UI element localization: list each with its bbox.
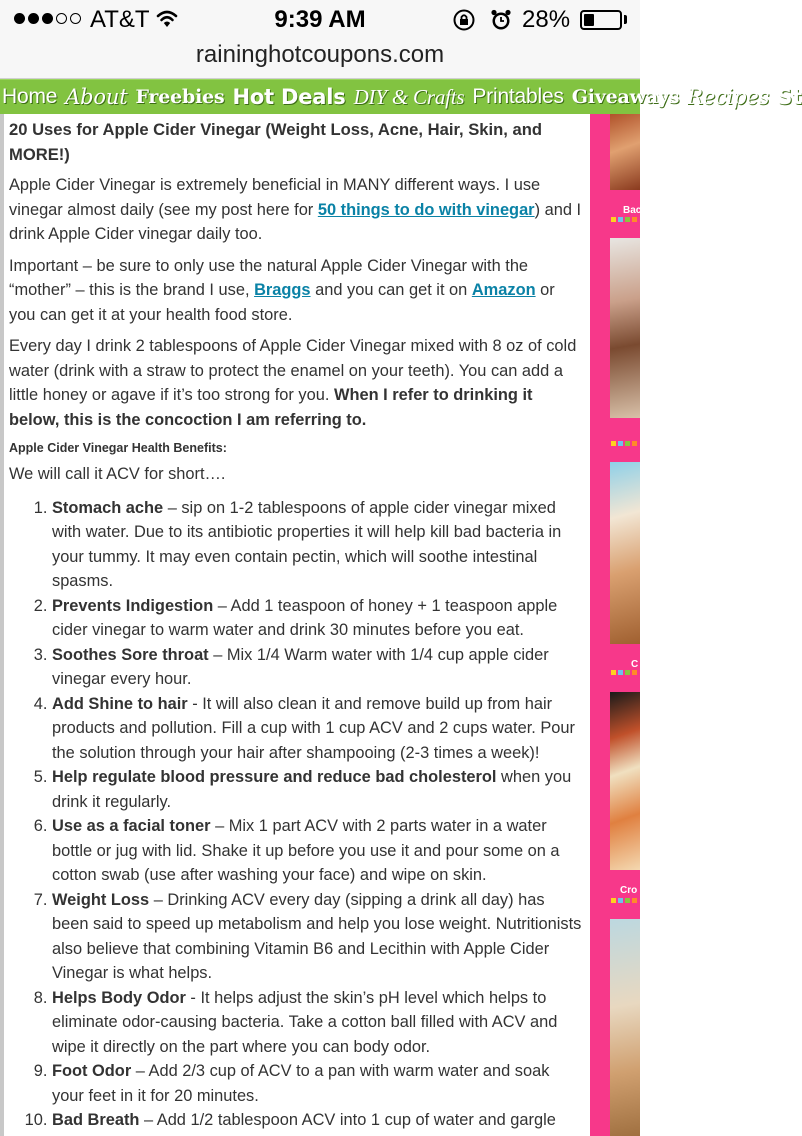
list-item-term: Prevents Indigestion xyxy=(52,596,214,615)
sidebar-label: Cro xyxy=(620,885,638,896)
list-item-term: Weight Loss xyxy=(52,890,150,909)
list-item-term: Bad Breath xyxy=(52,1111,140,1129)
paragraph-bold-text: When I refer to drinking it below, this is the concoction I am referring to. xyxy=(9,386,533,429)
battery-percentage: 28% xyxy=(522,6,571,33)
list-item-text: - It helps adjust the skin’s pH level which helps to eliminate odor-causing bacteria. Take a cotton ball filled with ACV and wipe it directly on the part where you can body odor. xyxy=(52,988,558,1056)
address-bar[interactable] xyxy=(0,40,640,79)
section-subheading: Apple Cider Vinegar Health Benefits: xyxy=(9,441,227,455)
sidebar-thumbnails xyxy=(590,114,640,1136)
link-50-things-vinegar[interactable]: 50 things to do with vinegar xyxy=(317,200,535,219)
short-name-note: We will call it ACV for short…. xyxy=(9,465,226,483)
list-item-text: when you drink it regularly. xyxy=(52,768,572,811)
nav-recipes[interactable]: Recipes xyxy=(687,85,770,109)
thumbnail-image[interactable] xyxy=(610,692,640,870)
thumbnail-image[interactable] xyxy=(610,238,640,418)
paragraph-text: Every day I drink 2 tablespoons of Apple Cider Vinegar mixed with 8 oz of cold water (drink with a straw to protect the enamel on your teeth). You can add a little honey or agave if it’s too strong for you. xyxy=(9,337,577,404)
uses-list xyxy=(9,496,584,1133)
paragraph-text: and you can get it on xyxy=(310,281,472,299)
nav-printables[interactable]: Printables xyxy=(472,85,564,108)
list-item xyxy=(52,594,584,643)
color-squares xyxy=(611,217,637,222)
nav-more[interactable]: St xyxy=(777,85,802,109)
list-item xyxy=(52,888,584,986)
sidebar-label: Bac xyxy=(623,205,642,216)
color-squares xyxy=(611,441,637,446)
status-bar xyxy=(0,0,640,40)
nav-freebies[interactable]: Freebies xyxy=(135,86,225,108)
thumbnail-image[interactable] xyxy=(610,919,640,1136)
article-title: 20 Uses for Apple Cider Vinegar (Weight Loss, Acne, Hair, Skin, and MORE!) xyxy=(9,120,542,164)
list-item xyxy=(52,1108,584,1133)
battery-level xyxy=(584,14,594,26)
battery-icon xyxy=(580,10,622,30)
thumbnail-image[interactable] xyxy=(610,114,640,190)
site-navigation xyxy=(0,79,802,116)
daily-drink-paragraph xyxy=(9,334,584,432)
sidebar-label: C xyxy=(631,659,639,670)
intro-paragraph xyxy=(9,173,584,247)
nav-diy-crafts[interactable]: DIY & Crafts xyxy=(353,84,465,109)
list-item-term: Stomach ache xyxy=(52,498,164,517)
rotation-lock-icon xyxy=(452,8,476,37)
important-paragraph xyxy=(9,254,584,328)
list-item-text: – sip on 1-2 tablespoons of apple cider vinegar mixed with water. Due to its antibiotic properties it will help kill bad bacteria in your tummy. It may even contain pectin, which will soothe intestinal spasms. xyxy=(52,498,562,590)
list-item-term: Help regulate blood pressure and reduce bad cholesterol xyxy=(52,768,497,786)
list-item xyxy=(52,496,584,594)
list-item xyxy=(52,1059,584,1108)
list-item-text: – Add 1 teaspoon of honey + 1 teaspoon apple cider vinegar to warm water and drink 30 minutes before you eat. xyxy=(52,596,558,639)
list-item-term: Use as a facial toner xyxy=(52,817,211,835)
list-item xyxy=(52,692,584,766)
url-text[interactable]: raininghotcoupons.com xyxy=(195,41,445,68)
list-item-text: – Add 2/3 cup of ACV to a pan with warm water and soak your feet in it for 20 minutes. xyxy=(52,1062,550,1105)
color-squares xyxy=(611,670,637,675)
alarm-icon xyxy=(489,8,513,37)
list-item-term: Foot Odor xyxy=(52,1062,132,1080)
color-squares xyxy=(611,898,637,903)
link-braggs[interactable]: Braggs xyxy=(254,281,311,299)
list-item xyxy=(52,765,584,814)
paragraph-text: Important – be sure to only use the natural Apple Cider Vinegar with the “mother” – this is the brand I use, xyxy=(9,256,529,299)
battery-tip xyxy=(624,15,627,24)
list-item xyxy=(52,814,584,888)
list-item xyxy=(52,986,584,1060)
list-item-text: – Mix 1/4 Warm water with 1/4 cup apple cider vinegar every hour. xyxy=(52,645,549,688)
list-item-text: – Add 1/2 tablespoon ACV into 1 cup of water and gargle xyxy=(139,1111,556,1129)
nav-about[interactable]: About xyxy=(65,85,128,109)
carrier-name: AT&T xyxy=(90,6,150,33)
clock: 9:39 AM xyxy=(274,6,366,33)
list-item-text: – Mix 1 part ACV with 2 parts water in a water bottle or jug with lid. Shake it up before you use it and pour some on a cotton swab (use after washing your face) and wipe on skin. xyxy=(52,817,560,884)
list-item xyxy=(52,643,584,692)
list-item-text: – Drinking ACV every day (sipping a drink all day) has been said to speed up metabolism and help you lose weight. Nutritionists also believe that combining Vitamin B6 and Lecithin with Apple Cider Vinegar is what helps. xyxy=(52,890,582,982)
nav-home[interactable]: Home xyxy=(2,85,58,108)
thumbnail-image[interactable] xyxy=(610,462,640,644)
paragraph-text: Apple Cider Vinegar is extremely beneficial in MANY different ways. I use vinegar almost daily (see my post here for xyxy=(9,176,541,219)
paragraph-text: or you can get it at your health food store. xyxy=(9,281,555,324)
list-item-term: Helps Body Odor xyxy=(52,988,186,1007)
list-item-term: Add Shine to hair xyxy=(52,694,188,713)
link-amazon[interactable]: Amazon xyxy=(471,281,536,299)
nav-giveaways[interactable]: Giveaways xyxy=(571,86,680,108)
list-item-term: Soothes Sore throat xyxy=(52,645,209,664)
article-content xyxy=(0,114,590,1136)
nav-hot-deals[interactable]: Hot Deals xyxy=(232,85,346,109)
paragraph-text: ) and I drink Apple Cider vinegar daily too. xyxy=(9,200,582,243)
list-item-text: - It will also clean it and remove build up from hair products and pollution. Fill a cup with 1 cup ACV and 2 cups water. Pour the solution through your hair after shampooing (2-3 times a week)! xyxy=(52,694,575,762)
